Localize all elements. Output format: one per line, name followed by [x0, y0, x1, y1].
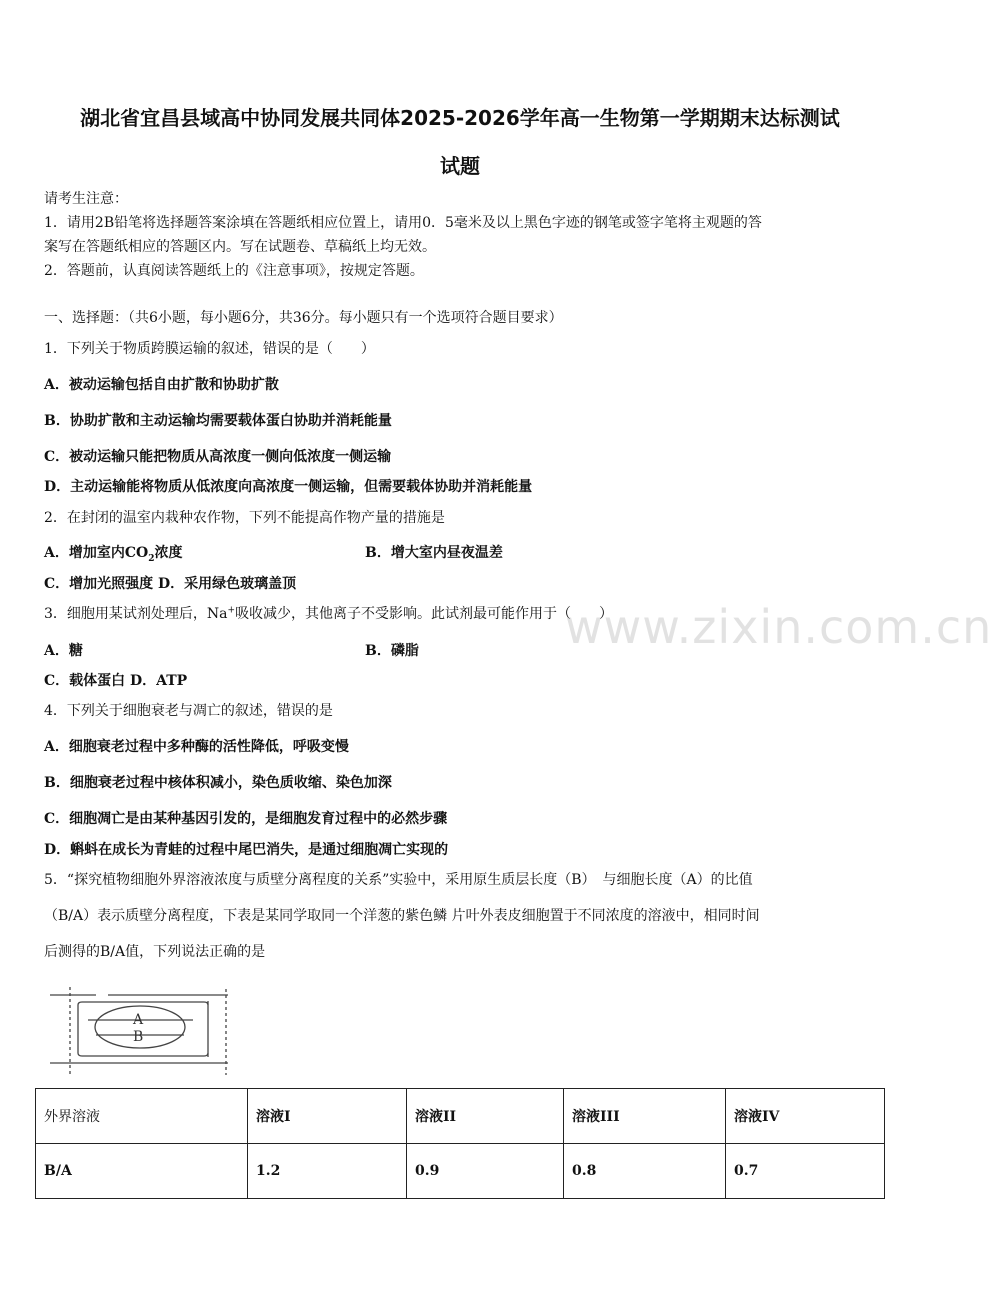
question-5-stem-line-2: （B/A）表示质壁分离程度，下表是某同学取同一个洋葱的紫色鳞 片叶外表皮细胞置于不同浓度的溶液中，相同时间 [44, 908, 760, 924]
question-4-option-c: C．细胞凋亡是由某种基因引发的，是细胞发育过程中的必然步骤 [44, 811, 448, 827]
question-5-stem-line-1: 5．“探究植物细胞外界溶液浓度与质壁分离程度的关系”实验中，采用原生质层长度（B） 与细胞长度（A）的比值 [44, 872, 753, 888]
table-header-cell: 溶液III [564, 1089, 726, 1144]
question-1-option-c: C．被动运输只能把物质从高浓度一侧向低浓度一侧运输 [44, 449, 392, 465]
question-4-option-d: D．蝌蚪在成长为青蛙的过程中尾巴消失，是通过细胞凋亡实现的 [44, 842, 449, 858]
table-row [36, 1144, 885, 1199]
table-header-cell: 溶液IV [726, 1089, 885, 1144]
notice-heading: 请考生注意： [44, 191, 128, 207]
watermark: www.zixin.com.cn [565, 600, 992, 654]
table-cell: 0.7 [726, 1144, 885, 1199]
diagram-label-a: A [133, 1012, 144, 1028]
table-cell: 0.9 [407, 1144, 564, 1199]
notice-item-1-continued: 案写在答题纸相应的答题区内。写在试题卷、草稿纸上均无效。 [44, 239, 436, 255]
question-1-option-b: B．协助扩散和主动运输均需要载体蛋白协助并消耗能量 [44, 413, 392, 429]
table-header-cell: 外界溶液 [36, 1089, 248, 1144]
table-header-cell: 溶液II [407, 1089, 564, 1144]
results-table [35, 1088, 885, 1199]
table-header-cell: 溶液I [248, 1089, 407, 1144]
question-2-options-cd: C．增加光照强度 D．采用绿色玻璃盖顶 [44, 576, 297, 592]
table-cell: 1.2 [248, 1144, 407, 1199]
plant-cell-diagram [48, 985, 238, 1080]
notice-item-1: 1．请用2B铅笔将选择题答案涂填在答题纸相应位置上，请用0．5毫米及以上黑色字迹的钢笔或签字笔将主观题的答 [44, 215, 762, 231]
question-1-option-d: D．主动运输能将物质从低浓度向高浓度一侧运输，但需要载体协助并消耗能量 [44, 479, 533, 495]
diagram-label-b: B [133, 1029, 144, 1045]
question-3-options-cd: C．载体蛋白 D．ATP [44, 673, 188, 689]
question-4-stem: 4．下列关于细胞衰老与凋亡的叙述，错误的是 [44, 703, 333, 719]
question-3-option-a: A．糖 [44, 643, 83, 659]
question-2-stem: 2．在封闭的温室内栽种农作物，下列不能提高作物产量的措施是 [44, 510, 445, 526]
section-heading: 一、选择题：（共6小题，每小题6分，共36分。每小题只有一个选项符合题目要求） [44, 310, 563, 326]
table-cell: B/A [36, 1144, 248, 1199]
table-header-row [36, 1089, 885, 1144]
question-3-stem: 3．细胞用某试剂处理后，Na+吸收减少，其他离子不受影响。此试剂最可能作用于（ ） [44, 605, 614, 622]
document-title: 湖北省宜昌县域高中协同发展共同体2025-2026学年高一生物第一学期期末达标测试 [80, 106, 840, 130]
question-1-option-a: A．被动运输包括自由扩散和协助扩散 [44, 377, 279, 393]
document-title-continued: 试题 [440, 154, 480, 178]
question-5-stem-line-3: 后测得的B/A值，下列说法正确的是 [44, 944, 266, 960]
question-2-option-a: A．增加室内$CO_2$浓度 [44, 545, 183, 564]
notice-item-2: 2．答题前，认真阅读答题纸上的《注意事项》，按规定答题。 [44, 263, 424, 279]
table-cell: 0.8 [564, 1144, 726, 1199]
question-4-option-a: A．细胞衰老过程中多种酶的活性降低，呼吸变慢 [44, 739, 349, 755]
question-3-option-b: B．磷脂 [365, 643, 419, 659]
question-1-stem: 1．下列关于物质跨膜运输的叙述，错误的是（ ） [44, 341, 375, 357]
question-4-option-b: B．细胞衰老过程中核体积减小，染色质收缩、染色加深 [44, 775, 392, 791]
question-2-option-b: B．增大室内昼夜温差 [365, 545, 503, 561]
